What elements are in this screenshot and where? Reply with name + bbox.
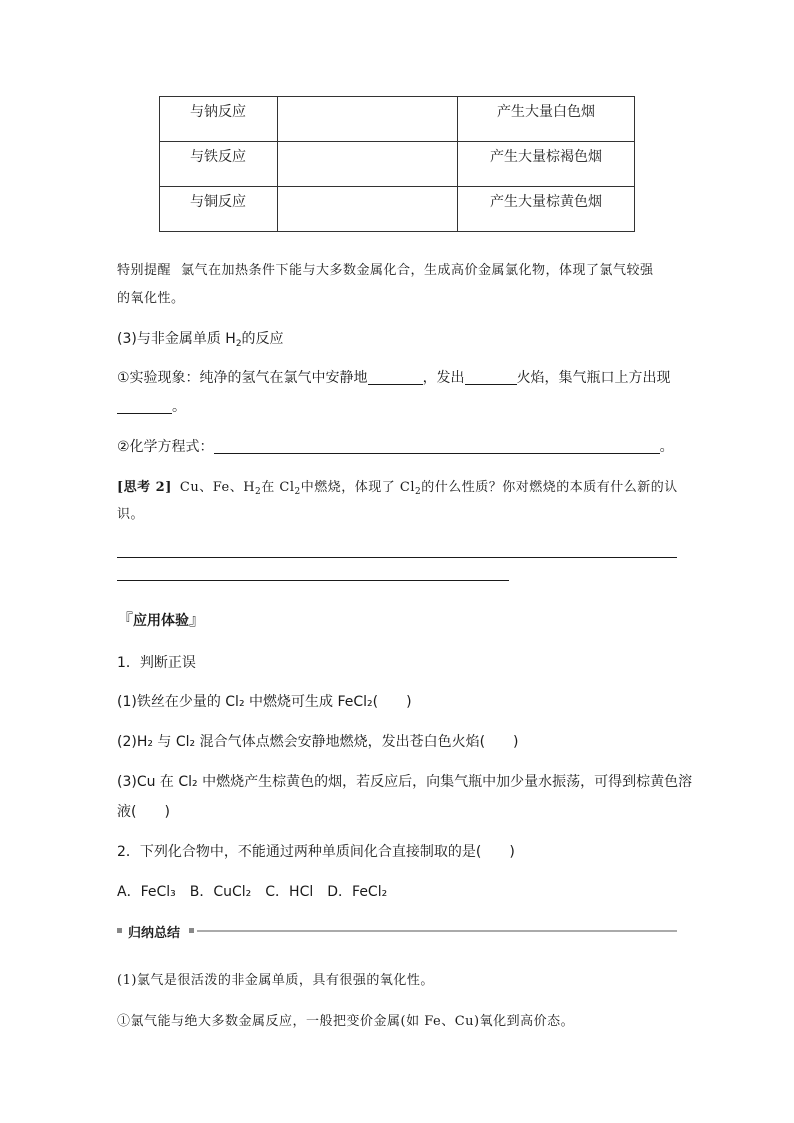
phenomenon-line bbox=[117, 367, 671, 387]
reaction-cell: 与铁反应 bbox=[160, 142, 278, 187]
fill-blank[interactable] bbox=[368, 370, 423, 385]
phenomenon-text: ①实验现象：纯净的氢气在氯气中安静地 bbox=[117, 370, 368, 386]
q1-item-3-line-2: 液( ) bbox=[117, 804, 170, 820]
think-line-2: 识。 bbox=[117, 507, 145, 522]
reaction-cell: 与钠反应 bbox=[160, 97, 278, 142]
fill-blank[interactable] bbox=[117, 399, 172, 414]
phenomenon-cell bbox=[278, 142, 458, 187]
think-text: 在 Cl bbox=[261, 480, 295, 495]
summary-bar bbox=[117, 922, 677, 940]
think-text: Cu、Fe、H bbox=[179, 480, 256, 495]
think-line-1 bbox=[117, 476, 678, 495]
q1-item-3-line-1: (3)Cu 在 Cl₂ 中燃烧产生棕黄色的烟，若反应后，向集气瓶中加少量水振荡，可得到棕黄色溶 bbox=[117, 774, 693, 790]
bracket-left: 『 bbox=[117, 610, 134, 629]
summary-heading: 归纳总结 bbox=[128, 926, 181, 941]
think-text: 中燃烧，体现了 Cl bbox=[300, 480, 416, 495]
apply-heading bbox=[117, 607, 205, 630]
q1-item-2: (2)H₂ 与 Cl₂ 混合气体点燃会安静地燃烧，发出苍白色火焰( ) bbox=[117, 734, 519, 750]
q2-title: 2．下列化合物中，不能通过两种单质间化合直接制取的是( ) bbox=[117, 844, 515, 860]
table-row bbox=[160, 97, 635, 142]
reminder-line-1 bbox=[117, 259, 654, 278]
table-row bbox=[160, 187, 635, 232]
phenomenon-cell bbox=[278, 187, 458, 232]
phenomenon-cell bbox=[278, 97, 458, 142]
note-cell: 产生大量白色烟 bbox=[458, 97, 635, 142]
subscript: 2 bbox=[255, 487, 262, 497]
q2-options: A．FeCl₃ B．CuCl₂ C．HCl D．FeCl₂ bbox=[117, 884, 388, 900]
subscript: 2 bbox=[235, 339, 242, 349]
subscript: 2 bbox=[415, 487, 422, 497]
answer-line[interactable] bbox=[117, 557, 677, 558]
divider bbox=[197, 930, 677, 932]
q1-title: 1．判断正误 bbox=[117, 655, 196, 671]
reaction-cell: 与铜反应 bbox=[160, 187, 278, 232]
note-cell: 产生大量棕黄色烟 bbox=[458, 187, 635, 232]
phenomenon-text: 火焰，集气瓶口上方出现 bbox=[516, 370, 671, 386]
summary-line-2: ①氯气能与绝大多数金属反应，一般把变价金属(如 Fe、Cu)氧化到高价态。 bbox=[117, 1014, 575, 1029]
reminder-line-2: 的氧化性。 bbox=[117, 291, 185, 306]
square-bullet-icon bbox=[117, 928, 122, 933]
phenomenon-line-2 bbox=[117, 396, 186, 416]
equation-end: 。 bbox=[659, 439, 674, 455]
fill-blank[interactable] bbox=[214, 439, 660, 454]
think-text: 的什么性质？你对燃烧的本质有什么新的认 bbox=[421, 480, 678, 495]
bracket-right: 』 bbox=[189, 610, 206, 629]
h2-section-title bbox=[117, 328, 284, 348]
summary-line-1: (1)氯气是很活泼的非金属单质，具有很强的氧化性。 bbox=[117, 973, 434, 988]
note-cell: 产生大量棕褐色烟 bbox=[458, 142, 635, 187]
phenomenon-text: ，发出 bbox=[422, 370, 465, 386]
reminder-text: 氯气在加热条件下能与大多数金属化合，生成高价金属氯化物，体现了氯气较强 bbox=[181, 263, 654, 278]
fill-blank[interactable] bbox=[465, 370, 517, 385]
q1-item-1: (1)铁丝在少量的 Cl₂ 中燃烧可生成 FeCl₂( ) bbox=[117, 694, 412, 710]
title-text: 的反应 bbox=[241, 331, 284, 347]
reminder-label: 特别提醒 bbox=[117, 263, 172, 278]
subscript: 2 bbox=[294, 487, 301, 497]
phenomenon-text: 。 bbox=[172, 399, 186, 415]
think-label: [思考 2] bbox=[117, 480, 172, 495]
reaction-table bbox=[159, 96, 635, 232]
equation-line bbox=[117, 436, 674, 456]
apply-heading-text: 应用体验 bbox=[133, 613, 190, 629]
answer-line[interactable] bbox=[117, 580, 509, 581]
equation-label: ②化学方程式： bbox=[117, 439, 214, 455]
table-row bbox=[160, 142, 635, 187]
square-bullet-icon bbox=[189, 928, 194, 933]
title-text: (3)与非金属单质 H bbox=[117, 331, 236, 347]
